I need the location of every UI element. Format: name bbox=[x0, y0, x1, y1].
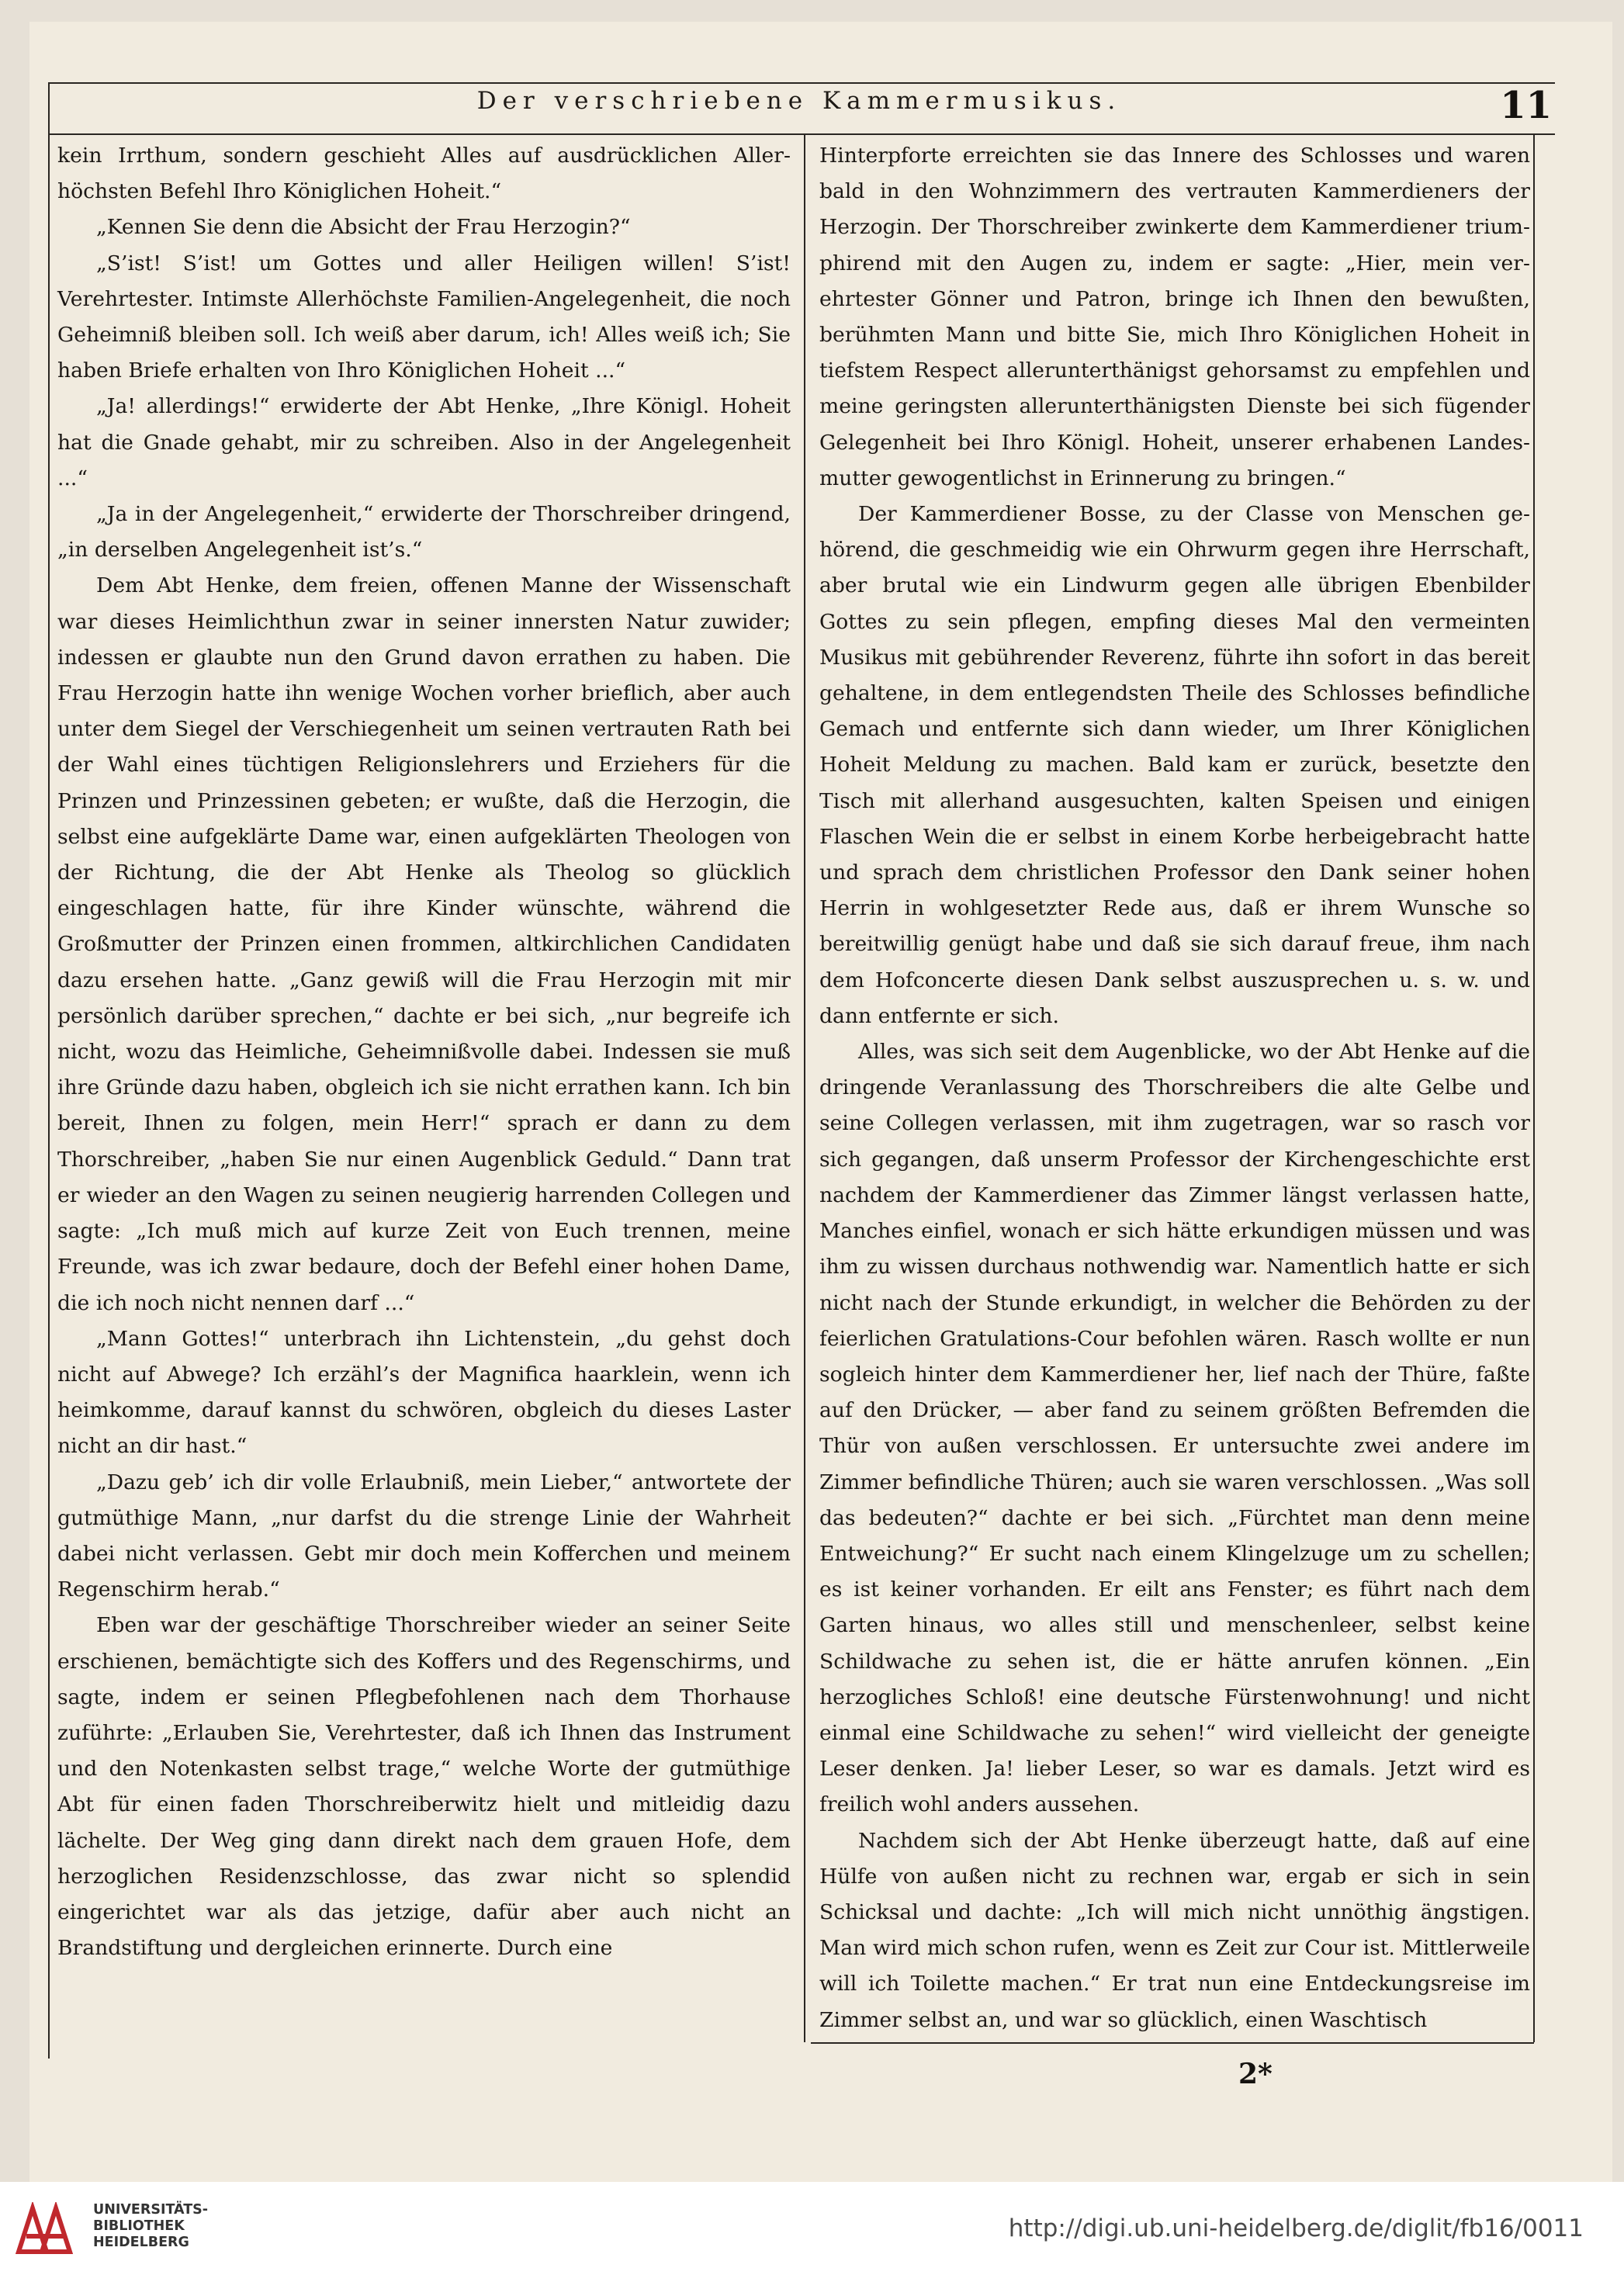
paragraph: Dem Abt Henke, dem freien, offenen Manne der Wissenschaft war dieses Heimlichthun zwar in seiner innersten Natur zuwider; indessen er glaubte nun den Grund davon errathen zu haben. Die Frau Herzogin hatte ihn wenige Wochen vorher brieflich, aber auch unter dem Siegel der Verschiegenheit um seinen vertrauten Rath bei der Wahl eines tüchtigen Religionslehrers und Erziehers für die Prinzen und Prinzessinen gebeten; er wußte, daß die Herzogin, die selbst eine aufgeklärte Dame war, einen aufgeklärten Theologen von der Richtung, die der Abt Henke als Theolog so glücklich eingeschlagen hatte, für ihre Kinder wünschte, während die Großmutter der Prinzen einen frommen, altkirchlichen Candidaten dazu ersehen hatte. „Ganz gewiß will die Frau Herzogin mit mir persönlich darüber sprechen,“ dachte er bei sich, „nur begreife ich nicht, wozu das Heimliche, Geheimnißvolle dabei. Indessen sie muß ihre Gründe dazu haben, obgleich ich sie nicht errathen kann. Ich bin bereit, Ihnen zu folgen, mein Herr!“ sprach er dann zu dem Thorschreiber, „haben Sie nur einen Augenblick Geduld.“ Dann trat er wieder an den Wagen zu seinen neugierig harrenden Collegen und sagte: „Ich muß mich auf kurze Zeit von Euch trennen, meine Freunde, was ich zwar bedaure, doch der Befehl einer hohen Dame, die ich noch nicht nennen darf ...“ bbox=[57, 573, 791, 1315]
right-text-column bbox=[819, 138, 1530, 2039]
header-bottom-rule bbox=[48, 133, 1555, 135]
left-border-rule bbox=[48, 84, 50, 2059]
paragraph: Alles, was sich seit dem Augenblicke, wo der Abt Henke auf die dringende Veranlassung des Thorschreibers die alte Gelbe und seine Collegen verlassen, mit ihm zugetragen, war so rasch vor sich gegangen, daß unserm Professor der Kirchengeschichte erst nachdem der Kammerdiener das Zimmer längst verlassen hatte, Manches einfiel, wonach er sich hätte erkundigen müssen und was ihm zu wissen durchaus nothwendig war. Namentlich hatte er sich nicht nach der Stunde erkundigt, in welcher die Behörden zu der feierlichen Gratulations-Cour befohlen wären. Rasch wollte er nun sogleich hinter dem Kammerdiener her, lief nach der Thüre, faßte auf den Drücker, — aber fand zu seinem größten Befremden die Thür von außen verschlossen. Er untersuchte zwei andere im Zimmer befindliche Thüren; auch sie waren verschlossen. „Was soll das bedeuten?“ dachte er bei sich. „Fürchtet man denn meine Entweichung?“ Er sucht nach einem Klingelzuge um zu schellen; es ist keiner vorhanden. Er eilt ans Fenster; es führt nach dem Garten hinaus, wo alles still und menschenleer, selbst keine Schildwache zu sehen ist, die er hätte anrufen können. „Ein herzogliches Schloß! eine deutsche Fürstenwohnung! und nicht einmal eine Schildwache zu sehen!“ wird vielleicht der geneigte Leser denken. Ja! lieber Leser, so war es damals. Jetzt wird es freilich wohl anders aussehen. bbox=[819, 1040, 1530, 1817]
running-title: Der verschriebene Kammermusikus. bbox=[476, 87, 1122, 115]
paragraph: Eben war der geschäftige Thorschreiber wieder an seiner Seite erschienen, bemächtigte sich des Koffers und des Regenschirms, und sagte, indem er seinen Pflegbefohlenen nach dem Thorhause zuführte: „Erlauben Sie, Verehrtester, daß ich Ihnen das Instrument und den Notenkasten selbst trage,“ welche Worte der gutmüthige Abt für einen faden Thorschreiberwitz hielt und mitleidig dazu lächelte. Der Weg ging dann direkt nach dem grauen Hofe, dem herzoglichen Residenzschlosse, das zwar nicht so splendid eingerichtet war als das jetzige, dafür aber auch nicht an Brandstiftung und dergleichen erinnerte. Durch eine bbox=[57, 1613, 791, 1961]
library-name-line: HEIDELBERG bbox=[93, 2235, 189, 2250]
paragraph: „S’ist! S’ist! um Gottes und aller Heiligen willen! S’ist! Verehrtester. Intimste Allerhöchste Familien-Angelegenheit, die noch Geheimniß bleiben soll. Ich weiß aber darum, ich! Alles weiß ich; Sie haben Briefe erhalten von Ihro Königlichen Hoheit ...“ bbox=[57, 251, 791, 383]
library-name bbox=[93, 2202, 208, 2251]
page-header bbox=[47, 85, 1552, 132]
header-rule bbox=[48, 82, 1555, 84]
column-divider bbox=[804, 133, 805, 2042]
paragraph: kein Irrthum, sondern geschieht Alles auf ausdrücklichen Allerhöchsten Befehl Ihro Königlichen Hoheit.“ bbox=[57, 144, 791, 204]
footer-bar bbox=[0, 2182, 1624, 2275]
paragraph: „Dazu geb’ ich dir volle Erlaubniß, mein Lieber,“ antwortete der gutmüthige Mann, „nur darfst du die strenge Linie der Wahrheit dabei nicht verlassen. Gebt mir doch mein Kofferchen und meinem Regenschirm herab.“ bbox=[57, 1470, 791, 1602]
left-text-column bbox=[57, 138, 791, 2039]
footer-rule bbox=[811, 2042, 1534, 2044]
source-url-link[interactable]: http://digi.ub.uni-heidelberg.de/diglit/fb16/0011 bbox=[1008, 2214, 1584, 2242]
paragraph: Nachdem sich der Abt Henke überzeugt hatte, daß auf eine Hülfe von außen nicht zu rechnen war, ergab er sich in sein Schicksal und dachte: „Ich will mich nicht unnöthig ängstigen. Man wird mich schon rufen, wenn es Zeit zur Cour ist. Mittlerweile will ich Toilette machen.“ Er trat nun eine Entdeckungsreise im Zimmer selbst an, und war so glücklich, einen Waschtisch bbox=[819, 1828, 1530, 2032]
paragraph: „Ja! allerdings!“ erwiderte der Abt Henke, „Ihre Königl. Hoheit hat die Gnade gehabt, mir zu schreiben. Also in der Angelegenheit ...“ bbox=[57, 394, 791, 490]
paragraph: „Kennen Sie denn die Absicht der Frau Herzogin?“ bbox=[96, 215, 631, 240]
library-name-line: UNIVERSITÄTS- bbox=[93, 2202, 209, 2218]
page-number: 11 bbox=[1500, 84, 1552, 127]
signature-mark: 2* bbox=[1238, 2058, 1273, 2090]
paragraph: „Mann Gottes!“ unterbrach ihn Lichtenstein, „du gehst doch nicht auf Abwege? Ich erzähl’s der Magnifica haarklein, wenn ich heimkomme, darauf kannst du schwören, obgleich du dieses Laster nicht an dir hast.“ bbox=[57, 1326, 791, 1459]
paragraph: Der Kammerdiener Bosse, zu der Classe von Menschen gehörend, die geschmeidig wie ein Ohrwurm gegen ihre Herrschaft, aber brutal wie ein Lindwurm gegen alle übrigen Ebenbilder Gottes zu sein pflegen, empfing dieses Mal den vermeinten Musikus mit gebührender Reverenz, führte ihn sofort in das bereit gehaltene, in dem entlegendsten Theile des Schlosses befindliche Gemach und entfernte sich dann wieder, um Ihrer Königlichen Hoheit Meldung zu machen. Bald kam er zurück, besetzte den Tisch mit allerhand ausgesuchten, kalten Speisen und einigen Flaschen Wein die er selbst in einem Korbe herbeigebracht hatte und sprach dem christlichen Professor den Dank seiner hohen Herrin in wohlgesetzter Rede aus, daß er ihrem Wunsche so bereitwillig genügt habe und daß sie sich darauf freue, ihm nach dem Hofconcerte diesen Dank selbst auszusprechen u. s. w. und dann entfernte er sich. bbox=[819, 502, 1530, 1028]
paragraph: „Ja in der Angelegenheit,“ erwiderte der Thorschreiber dringend, „in derselben Angelegenheit ist’s.“ bbox=[57, 502, 791, 563]
right-border-rule bbox=[1533, 133, 1535, 2042]
library-name-line: BIBLIOTHEK bbox=[93, 2218, 185, 2234]
library-logo-icon bbox=[16, 2202, 79, 2255]
paragraph: Hinterpforte erreichten sie das Innere des Schlosses und waren bald in den Wohnzimmern des vertrauten Kammerdieners der Herzogin. Der Thorschreiber zwinkerte dem Kammerdiener triumphirend mit den Augen zu, indem er sagte: „Hier, mein verehrtester Gönner und Patron, bringe ich Ihnen den bewußten, berühmten Mann und bitte Sie, mich Ihro Königlichen Hoheit in tiefstem Respect allerunterthänigst gehorsamst zu empfehlen und meine geringsten allerunterthänigsten Dienste bei sich fügender Gelegenheit bei Ihro Königl. Hoheit, unserer erhabenen Landesmutter gewogentlichst in Erinnerung zu bringen.“ bbox=[819, 144, 1530, 490]
